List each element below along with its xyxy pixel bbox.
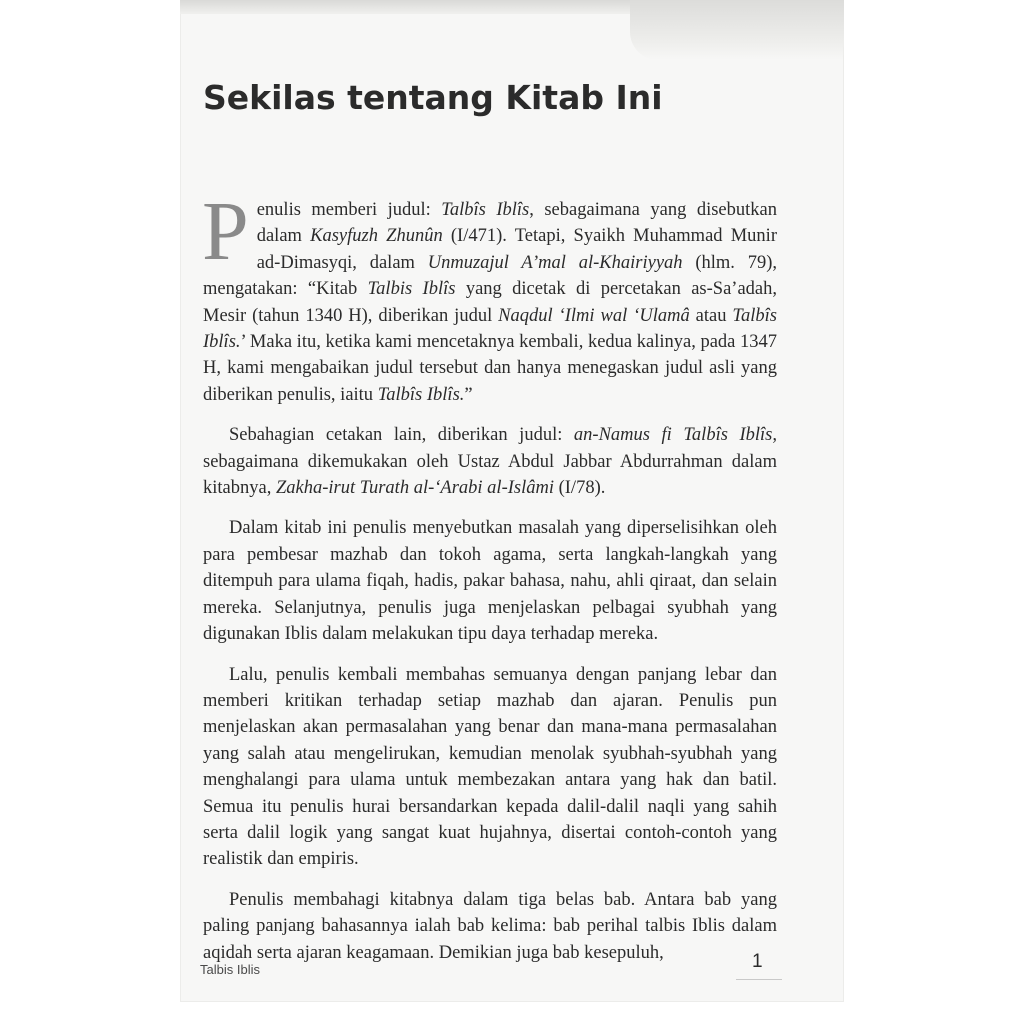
running-footer-title: Talbis Iblis [200,962,260,977]
paragraph-3 [203,515,777,647]
italic-title-text: Unmuzajul A’mal al-Khairiyyah [427,252,683,273]
text-run: Lalu, penulis kembali membahas semuanya dengan panjang lebar dan memberi kritikan terhadap setiap mazhab dan ajaran. Penulis pun menjelaskan akan permasalahan yang benar dan mana-mana permasalahan yang salah atau mengelirukan, kemudian menolak syubhah-syubhah yang menghalangi para ulama untuk membezakan antara yang hak dan batil. Semua itu penulis hurai bersandarkan kepada dalil-dalil naqli yang sahih serta dalil logik yang sangat kuat hujahnya, disertai contoh-contoh yang realistik dan empiris. [203,664,777,870]
paragraph-5 [203,887,777,966]
italic-title-text: Naqdul ‘Ilmi wal ‘Ulamâ [498,305,690,326]
paragraph-4 [203,662,777,873]
page-number: 1 [752,951,763,972]
italic-title-text: Talbis Iblîs [367,279,456,300]
italic-title-text: Kasyfuzh Zhunûn [310,226,443,247]
bleed-through-shadow [630,0,844,60]
italic-title-text: Talbîs Iblîs. [377,384,465,405]
text-run: (I/471). Tetapi, Syaikh Muhammad Munir ad-Dimasyqi, dalam [256,226,777,273]
text-run: Dalam kitab ini penulis menyebutkan masalah yang diperselisihkan oleh para pembesar mazhab dan tokoh agama, serta langkah-langkah yang ditempuh para ulama fiqah, hadis, pakar bahasa, nahu, ahli qiraat, dan selain mereka. Selanjutnya, penulis juga menjelaskan pelbagai syubhah yang digunakan Iblis dalam melakukan tipu daya terhadap mereka. [203,518,777,645]
text-run: (hlm. 79), mengatakan: “Kitab [203,252,777,300]
text-run: , sebagaimana yang disebutkan dalam [256,200,777,247]
italic-title-text: Talbîs Iblîs. [203,305,777,353]
text-run: sebagaimana dikemukakan oleh Ustaz Abdul Jabbar Abdurrahman dalam kitabnya, [203,451,777,499]
text-run: Penulis membahagi kitabnya dalam tiga belas bab. Antara bab yang paling panjang bahasannya ialah bab kelima: bab perihal talbis Iblis dalam aqidah serta ajaran keagamaan. Demikian juga bab kesepuluh, [203,889,777,963]
text-run: enulis memberi judul: [256,200,442,220]
paragraph-2 [203,422,777,501]
text-run: yang dicetak di percetakan as-Sa’adah, Mesir (tahun 1340 H), diberikan judul [203,279,777,326]
text-run: ’ Maka itu, ketika kami mencetaknya kembali, kedua kalinya, pada 1347 H, kami mengabaikan judul tersebut dan hanya menegaskan judul asli yang diberikan penulis, iaitu [203,332,777,405]
text-run: (I/78). [553,478,606,499]
footer-rule [736,979,782,980]
body-text [202,185,777,966]
italic-title-text: an-Namus fi Talbîs Iblîs, [573,425,777,446]
text-run: ” [464,384,473,405]
italic-title-text: Zakha-irut Turath al-‘Arabi al-Islâmi [275,478,554,499]
paragraph-1 [202,185,777,408]
text-run: Sebahagian cetakan lain, diberikan judul: [229,425,574,446]
text-run: atau [689,305,733,326]
italic-title-text: Talbîs Iblîs [441,200,530,220]
book-page [180,0,844,1002]
chapter-title: Sekilas tentang Kitab Ini [203,78,663,117]
drop-cap: P [202,185,249,278]
